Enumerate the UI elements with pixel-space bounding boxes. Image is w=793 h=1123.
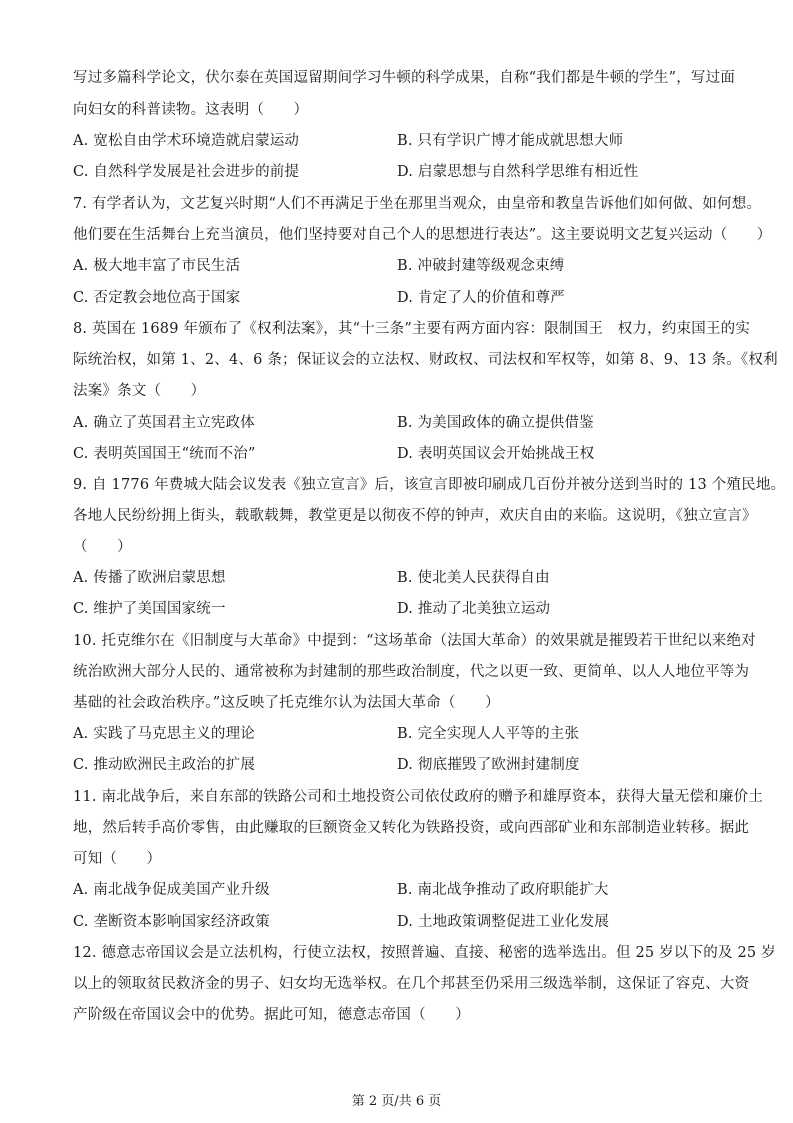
q9-option-d[interactable]: D. 推动了北美独立运动 [397,601,551,617]
q11-option-c[interactable]: C. 垄断资本影响国家经济政策 [73,914,270,930]
q7-option-b[interactable]: B. 冲破封建等级观念束缚 [397,258,565,274]
q9-stem-line-1: 9. 自 1776 年费城大陆会议发表《独立宣言》后，该宣言即被印刷成几百份并被分送到当时的 13 个殖民地。 [73,477,786,493]
q9-option-b[interactable]: B. 使北美人民获得自由 [397,570,550,586]
q9-option-a[interactable]: A. 传播了欧洲启蒙思想 [73,570,226,586]
q7-stem-line-1: 7. 有学者认为，文艺复兴时期“人们不再满足于坐在那里当观众，由皇帝和教皇告诉他们如何做、如何想。 [73,196,762,212]
q6-stem-line-1: 写过多篇科学论文，伏尔泰在英国逗留期间学习牛顿的科学成果，自称“我们都是牛顿的学生”，写过面 [73,70,736,86]
q11-option-a[interactable]: A. 南北战争促成美国产业升级 [73,882,270,898]
q6-option-c[interactable]: C. 自然科学发展是社会进步的前提 [73,164,300,180]
q10-stem-line-3: 基础的社会政治秩序。”这反映了托克维尔认为法国大革命（ ） [73,695,500,711]
q11-option-b[interactable]: B. 南北战争推动了政府职能扩大 [397,882,609,898]
q11-stem-line-1: 11. 南北战争后，来自东部的铁路公司和土地投资公司依仗政府的赠予和雄厚资本，获得大量无偿和廉价土 [73,789,763,805]
q12-stem-line-2: 以上的领取贫民救济金的男子、妇女均无选举权。在几个邦甚至仍采用三级选举制，这保证了容克、大资 [73,976,750,992]
q12-stem-line-1: 12. 德意志帝国议会是立法机构，行使立法权，按照普遍、直接、秘密的选举选出。但 25 岁以下的及 25 岁 [73,945,776,961]
q8-stem-line-3: 法案》条文（ ） [73,383,206,399]
q7-option-a[interactable]: A. 极大地丰富了市民生活 [73,258,241,274]
q11-stem-line-3: 可知（ ） [73,851,162,867]
q7-option-d[interactable]: D. 肯定了人的价值和尊严 [397,290,565,306]
page-number-footer: 第 2 页/共 6 页 [351,1094,442,1109]
q7-stem-line-2: 他们要在生活舞台上充当演员，他们坚持要对自己个人的思想进行表达”。这主要说明文艺复兴运动（ ） [73,227,772,243]
q6-option-d[interactable]: D. 启蒙思想与自然科学思维有相近性 [397,164,639,180]
q9-stem-line-2: 各地人民纷纷拥上街头，载歌载舞，教堂更是以彻夜不停的钟声，欢庆自由的来临。这说明，《独立宣言》 [73,508,757,524]
q8-option-b[interactable]: B. 为美国政体的确立提供借鉴 [397,415,594,431]
q10-option-d[interactable]: D. 彻底摧毁了欧洲封建制度 [397,757,580,773]
q10-stem-line-1: 10. 托克维尔在《旧制度与大革命》中提到：“这场革命（法国大革命）的效果就是摧毁若干世纪以来绝对 [73,633,756,649]
q8-option-a[interactable]: A. 确立了英国君主立宪政体 [73,415,255,431]
q10-stem-line-2: 统治欧洲大部分人民的、通常被称为封建制的那些政治制度，代之以更一致、更简单、以人人地位平等为 [73,664,750,680]
q12-stem-line-3: 产阶级在帝国议会中的优势。据此可知，德意志帝国（ ） [73,1007,470,1023]
q10-option-a[interactable]: A. 实践了马克思主义的理论 [73,726,255,742]
q9-stem-line-3: （ ） [73,539,132,555]
q10-option-b[interactable]: B. 完全实现人人平等的主张 [397,726,580,742]
q11-option-d[interactable]: D. 土地政策调整促进工业化发展 [397,914,610,930]
q6-option-a[interactable]: A. 宽松自由学术环境造就启蒙运动 [73,133,300,149]
q8-stem-line-1: 8. 英国在 1689 年颁布了《权利法案》，其“十三条”主要有两方面内容：限制国王 权力，约束国王的实 [73,321,751,337]
q9-option-c[interactable]: C. 维护了美国国家统一 [73,601,226,617]
q8-option-c[interactable]: C. 表明英国国王“统而不治” [73,446,256,462]
q10-option-c[interactable]: C. 推动欧洲民主政治的扩展 [73,757,256,773]
q7-option-c[interactable]: C. 否定教会地位高于国家 [73,290,241,306]
q8-stem-line-2: 际统治权，如第 1、2、4、6 条；保证议会的立法权、财政权、司法权和军权等，如第 8、9、13 条。《权利 [73,352,778,368]
q8-option-d[interactable]: D. 表明英国议会开始挑战王权 [397,446,595,462]
q11-stem-line-2: 地，然后转手高价零售，由此赚取的巨额资金又转化为铁路投资，或向西部矿业和东部制造业转移。据此 [73,820,750,836]
q6-option-b[interactable]: B. 只有学识广博才能成就思想大师 [397,133,624,149]
q6-stem-line-2: 向妇女的科普读物。这表明（ ） [73,102,309,118]
